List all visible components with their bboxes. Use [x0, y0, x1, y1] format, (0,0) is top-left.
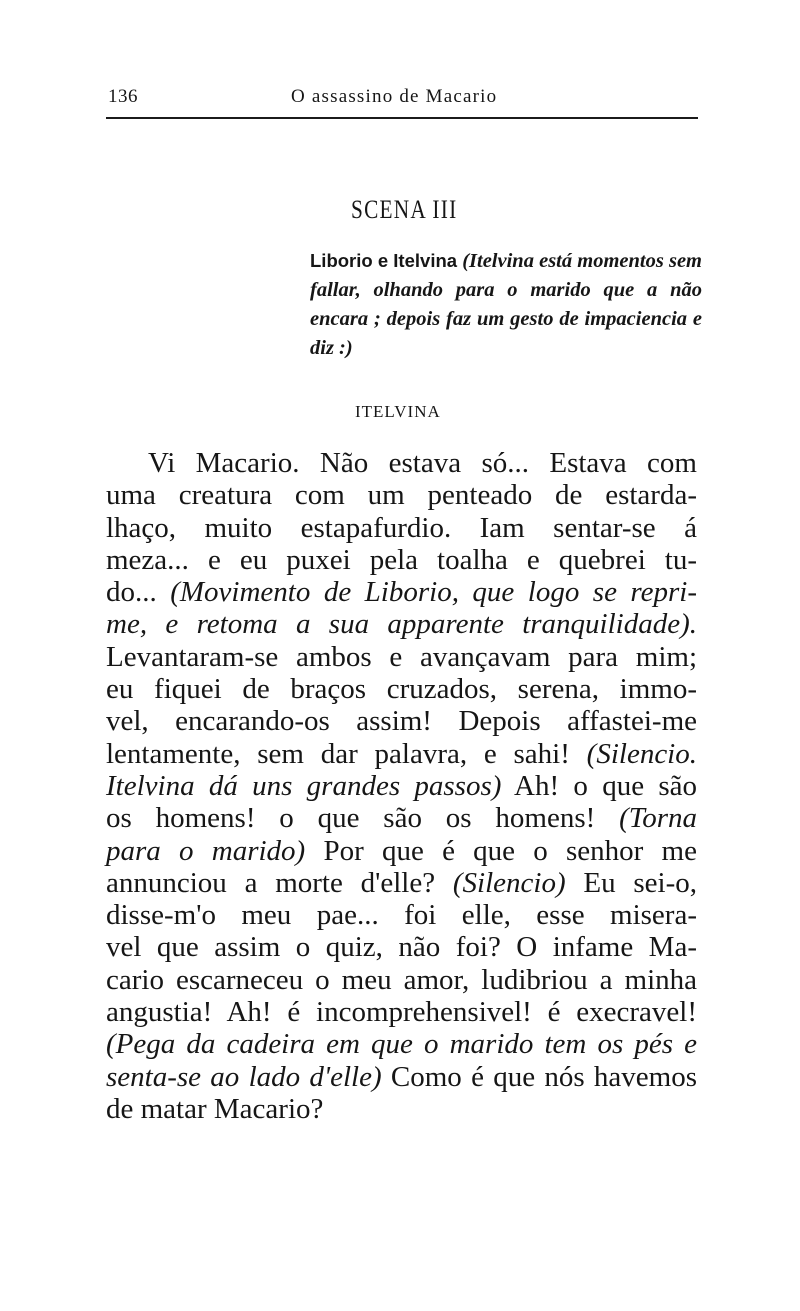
- speech-line: [106, 544, 697, 576]
- speech-line: [106, 608, 697, 640]
- speech-segment: Por que é que o senhor me: [305, 834, 697, 867]
- stage-direction-inline: me, e retoma a sua apparente tranquilidade).: [106, 608, 697, 641]
- speech-segment: Ah! o que são: [501, 769, 697, 802]
- stage-direction: [310, 246, 702, 363]
- speech-line: [106, 1028, 697, 1060]
- scene-characters: Liborio e Itelvina: [310, 250, 458, 271]
- speech-line: [106, 899, 697, 931]
- speech-segment: lhaço, muito estapafurdio. Iam sentar-se á: [106, 511, 697, 544]
- speech-segment: angustia! Ah! é incomprehensivel! é execravel!: [106, 996, 697, 1029]
- speech-segment: disse-m'o meu pae... foi elle, esse misera-: [106, 899, 697, 932]
- speech-line: [106, 964, 697, 996]
- speech-segment: Vi Macario. Não estava só... Estava com: [148, 447, 697, 479]
- stage-direction-inline: (Movimento de Liborio, que logo se repri-: [170, 576, 698, 609]
- speech-line: [106, 802, 697, 834]
- stage-direction-inline: (Torna: [619, 802, 697, 835]
- speech-line: [106, 867, 697, 899]
- speech-line: [106, 931, 697, 963]
- header-rule: [106, 117, 698, 119]
- speech-line: [106, 576, 697, 608]
- speech-line: [106, 705, 697, 737]
- speech-line: [106, 673, 697, 705]
- speech-segment: cario escarneceu o meu amor, ludibriou a minha: [106, 963, 697, 996]
- speech-segment: Como é que nós havemos: [381, 1060, 697, 1093]
- stage-direction-inline: (Pega da cadeira em que o marido tem os pés e: [106, 1028, 697, 1061]
- stage-direction-inline: (Silencio.: [586, 737, 697, 770]
- speech-segment: do...: [106, 576, 171, 609]
- speech-line: [106, 479, 697, 511]
- scene-direction: (Itelvina está momentos sem fallar, olhando para o marido que a não encara ; depois faz um gesto de impaciencia e diz :): [310, 250, 702, 359]
- speech-segment: lentamente, sem dar palavra, e sahi!: [106, 737, 587, 770]
- speech-segment: uma creatura com um penteado de estarda-: [106, 479, 697, 512]
- speech-segment: meza... e eu puxei pela toalha e quebrei tu-: [106, 543, 697, 576]
- speech-segment: Eu sei-o,: [565, 866, 697, 899]
- running-title: O assassino de Macario: [291, 86, 498, 107]
- page-header: [108, 82, 698, 112]
- stage-direction-inline: para o marido): [106, 834, 306, 867]
- speech-line: [106, 447, 697, 479]
- speech-segment: os homens! o que são os homens!: [106, 802, 620, 835]
- speech-segment: eu fiquei de braços cruzados, serena, immo-: [106, 673, 697, 706]
- speech-segment: vel que assim o quiz, não foi? O infame Ma-: [106, 931, 697, 964]
- speech-text: [106, 447, 697, 1125]
- speech-segment: annunciou a morte d'elle?: [106, 866, 453, 899]
- speech-segment: de matar Macario?: [106, 1092, 324, 1125]
- speech-line: [106, 835, 697, 867]
- speech-line: [106, 1093, 697, 1125]
- stage-direction-inline: Itelvina dá uns grandes passos): [106, 769, 502, 802]
- scene-title: SCENA III: [351, 195, 458, 224]
- speech-line: [106, 770, 697, 802]
- speech-line: [106, 641, 697, 673]
- speaker-name: ITELVINA: [355, 402, 441, 421]
- speech-segment: Levantaram-se ambos e avançavam para mim;: [106, 640, 697, 673]
- speech-line: [106, 512, 697, 544]
- speech-line: [106, 1061, 697, 1093]
- speech-line: [106, 738, 697, 770]
- speech-segment: vel, encarando-os assim! Depois affastei-me: [106, 705, 697, 738]
- stage-direction-inline: (Silencio): [452, 866, 566, 899]
- page-number: 136: [108, 86, 138, 107]
- speech-line: [106, 996, 697, 1028]
- stage-direction-inline: senta-se ao lado d'elle): [106, 1060, 382, 1093]
